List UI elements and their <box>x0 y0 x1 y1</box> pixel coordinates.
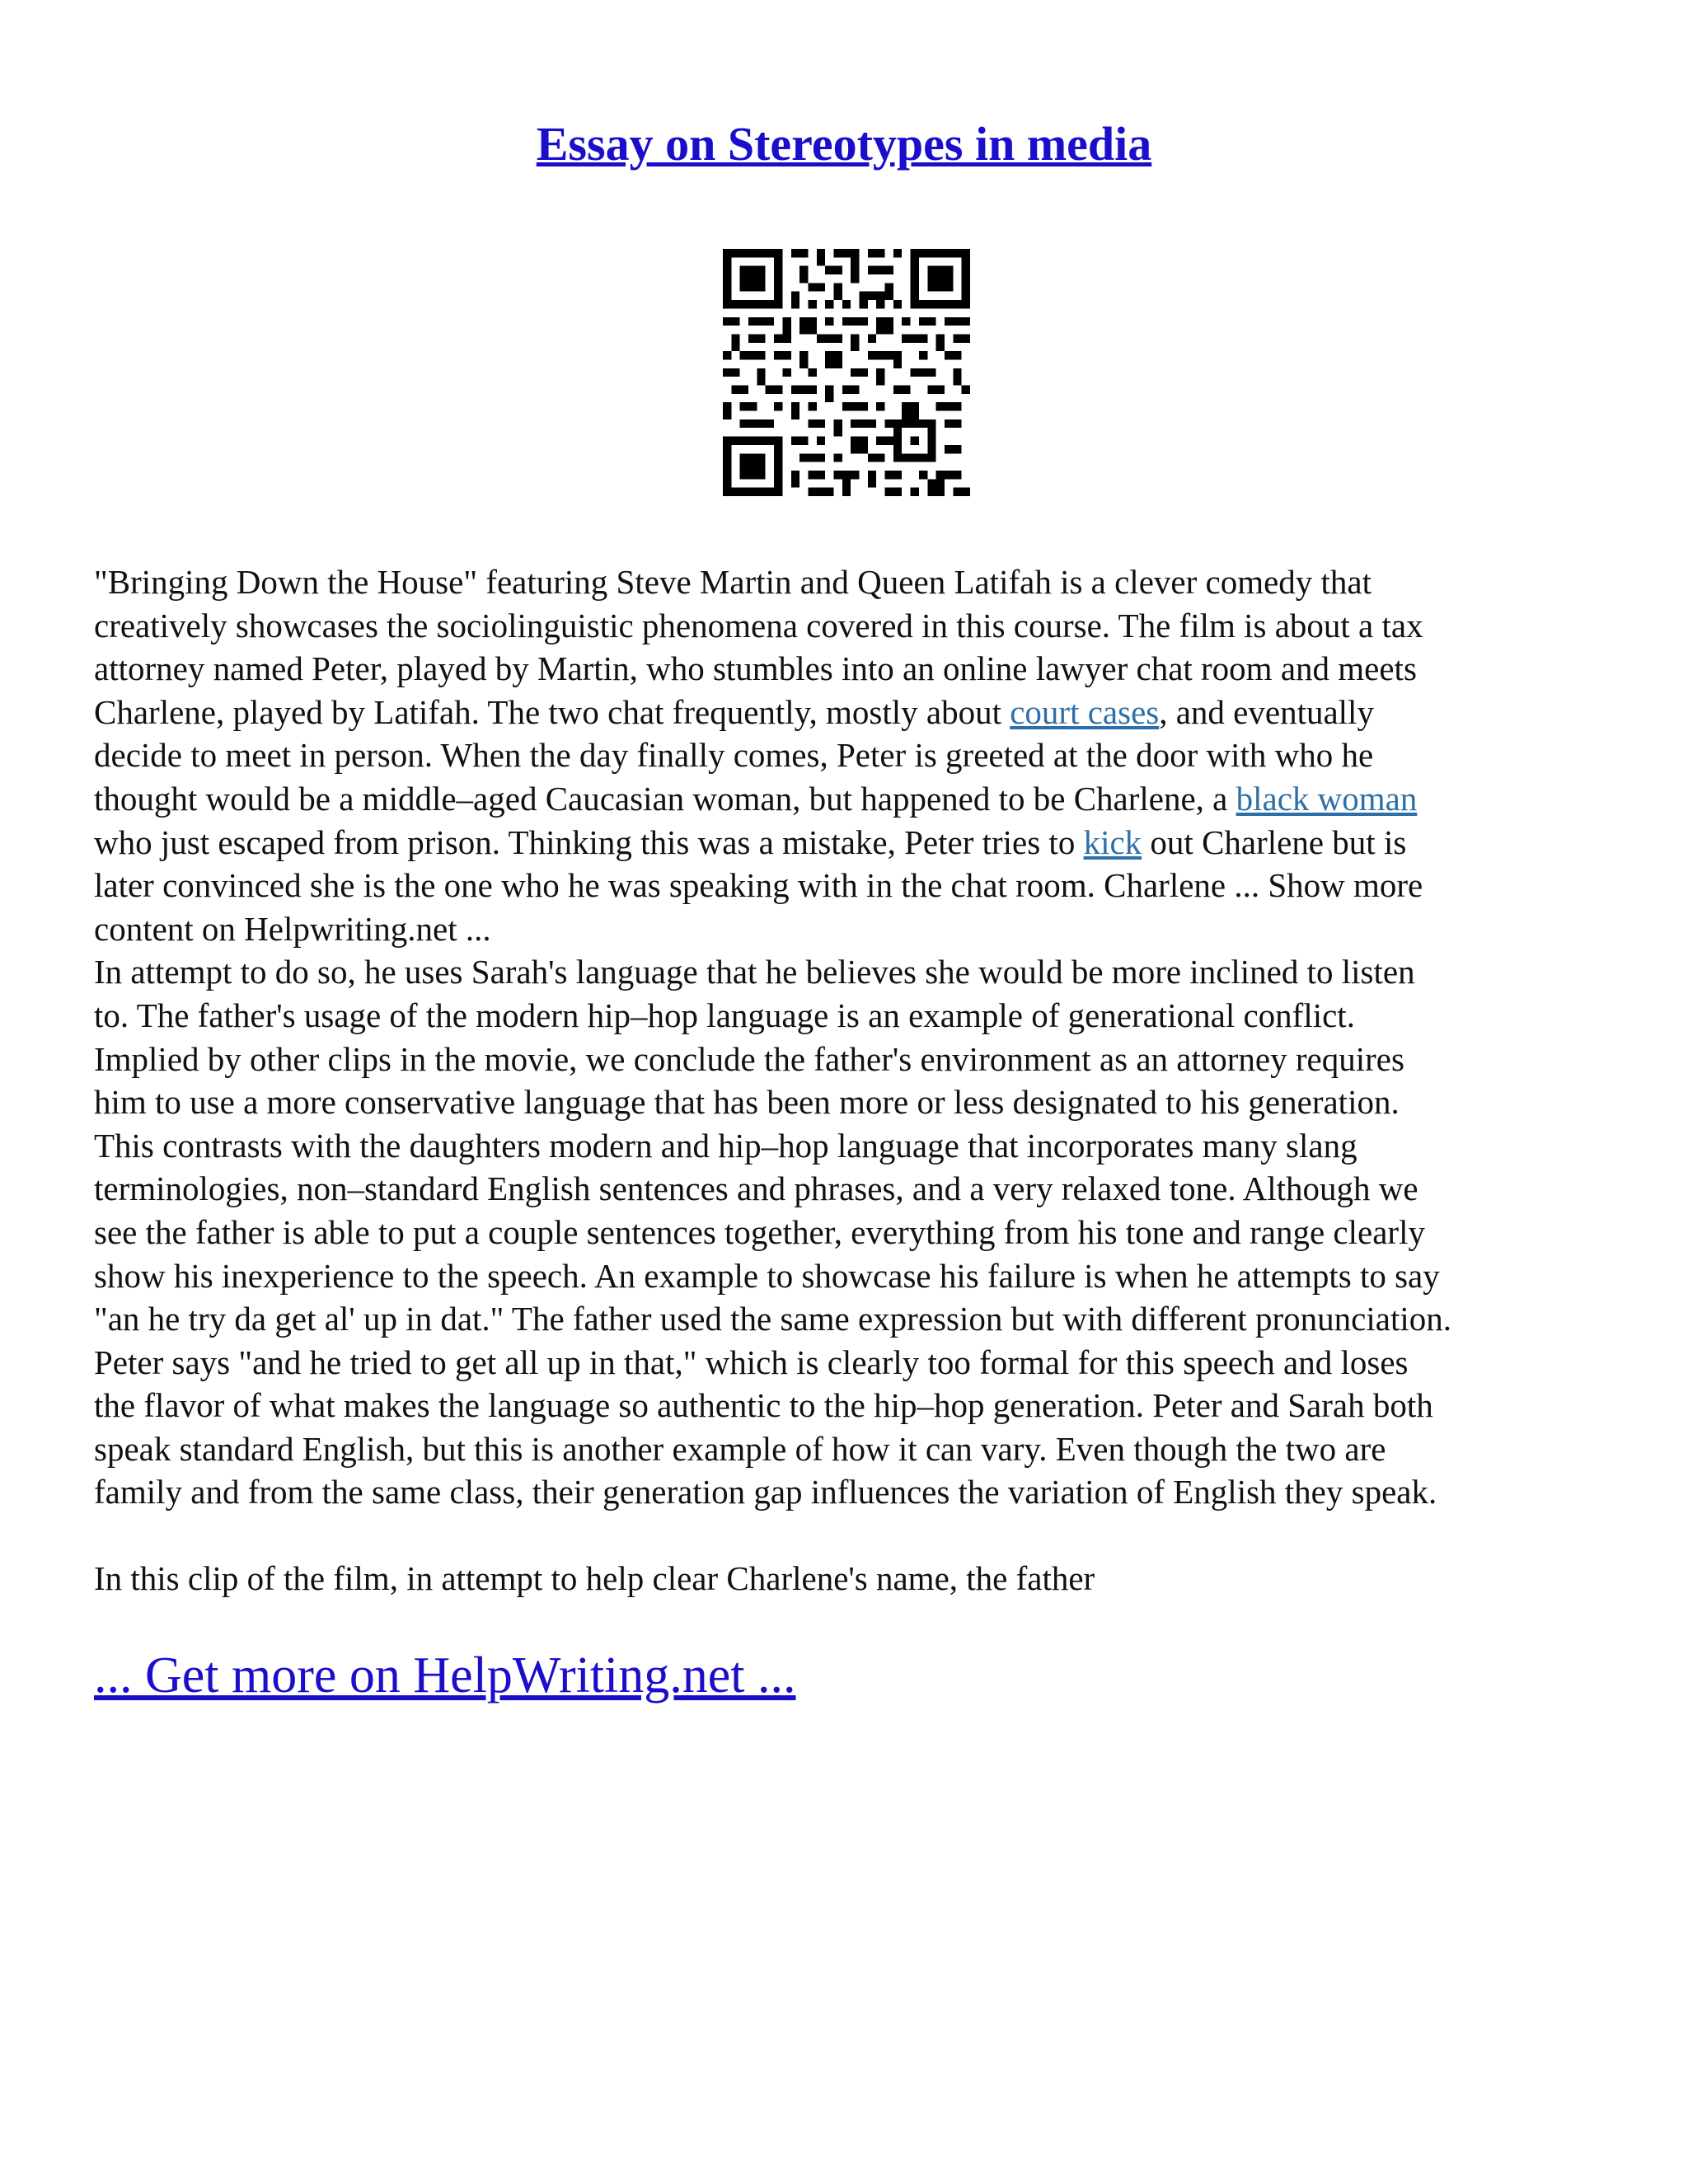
kick-link[interactable]: kick <box>1083 823 1142 861</box>
paragraph-2-line: "an he try da get al' up in dat." The father used the same expression but with different pronunciation. <box>94 1300 1451 1338</box>
paragraph-2-line: terminologies, non–standard English sentences and phrases, and a very relaxed tone. Although we <box>94 1169 1418 1208</box>
text-run: Charlene, played by Latifah. The two chat frequently, mostly about <box>94 692 1010 731</box>
page-title <box>0 115 1688 173</box>
paragraph-2-line: the flavor of what makes the language so authentic to the hip–hop generation. Peter and Sarah both <box>94 1386 1433 1425</box>
paragraph-1-line: content on Helpwriting.net ... <box>94 909 491 948</box>
text-run: out Charlene but is <box>1142 823 1407 861</box>
paragraph-2-line: Peter says "and he tried to get all up in that," which is clearly too formal for this speech and loses <box>94 1343 1409 1381</box>
court-cases-link[interactable]: court cases <box>1010 692 1160 731</box>
paragraph-2-line: him to use a more conservative language that has been more or less designated to his generation. <box>94 1083 1400 1122</box>
paragraph-2-line: speak standard English, but this is another example of how it can vary. Even though the two are <box>94 1429 1386 1468</box>
text-run: who just escaped from prison. Thinking this was a mistake, Peter tries to <box>94 823 1084 861</box>
qr-code-icon <box>723 249 970 496</box>
paragraph-1-line <box>94 691 1602 734</box>
paragraph-1-line <box>94 777 1602 821</box>
black-woman-link[interactable]: black woman <box>1236 779 1418 818</box>
paragraph-1 <box>94 560 1602 950</box>
paragraph-2-line: to. The father's usage of the modern hip–hop language is an example of generational conflict. <box>94 996 1355 1034</box>
text-run: thought would be a middle–aged Caucasian woman, but happened to be Charlene, a <box>94 779 1236 818</box>
paragraph-2 <box>94 950 1602 1514</box>
paragraph-3: In this clip of the film, in attempt to help clear Charlene's name, the father <box>94 1559 1095 1598</box>
paragraph-1-line <box>94 821 1602 865</box>
paragraph-gap <box>94 1514 1602 1557</box>
paragraph-1-line: attorney named Peter, played by Martin, who stumbles into an online lawyer chat room and meets <box>94 649 1417 688</box>
title-link[interactable]: Essay on Stereotypes in media <box>536 117 1152 171</box>
paragraph-1-line: later convinced she is the one who he was speaking with in the chat room. Charlene ... Show more <box>94 866 1423 905</box>
paragraph-2-line: In attempt to do so, he uses Sarah's language that he believes she would be more inclined to listen <box>94 953 1415 991</box>
paragraph-2-line: Implied by other clips in the movie, we conclude the father's environment as an attorney requires <box>94 1039 1404 1078</box>
get-more-link[interactable]: ... Get more on HelpWriting.net ... <box>94 1647 796 1704</box>
paragraph-1-line: "Bringing Down the House" featuring Steve Martin and Queen Latifah is a clever comedy that <box>94 563 1372 601</box>
paragraph-1-line: decide to meet in person. When the day finally comes, Peter is greeted at the door with who he <box>94 736 1374 775</box>
paragraph-2-line: family and from the same class, their generation gap influences the variation of English they speak. <box>94 1473 1437 1511</box>
essay-body <box>94 560 1602 1601</box>
paragraph-2-line: see the father is able to put a couple sentences together, everything from his tone and range clearly <box>94 1212 1425 1251</box>
text-run: , and eventually <box>1159 692 1374 731</box>
paragraph-1-line: creatively showcases the sociolinguistic phenomena covered in this course. The film is about a tax <box>94 606 1423 644</box>
paragraph-2-line: This contrasts with the daughters modern and hip–hop language that incorporates many slang <box>94 1126 1357 1165</box>
paragraph-2-line: show his inexperience to the speech. An example to showcase his failure is when he attempts to say <box>94 1256 1440 1295</box>
